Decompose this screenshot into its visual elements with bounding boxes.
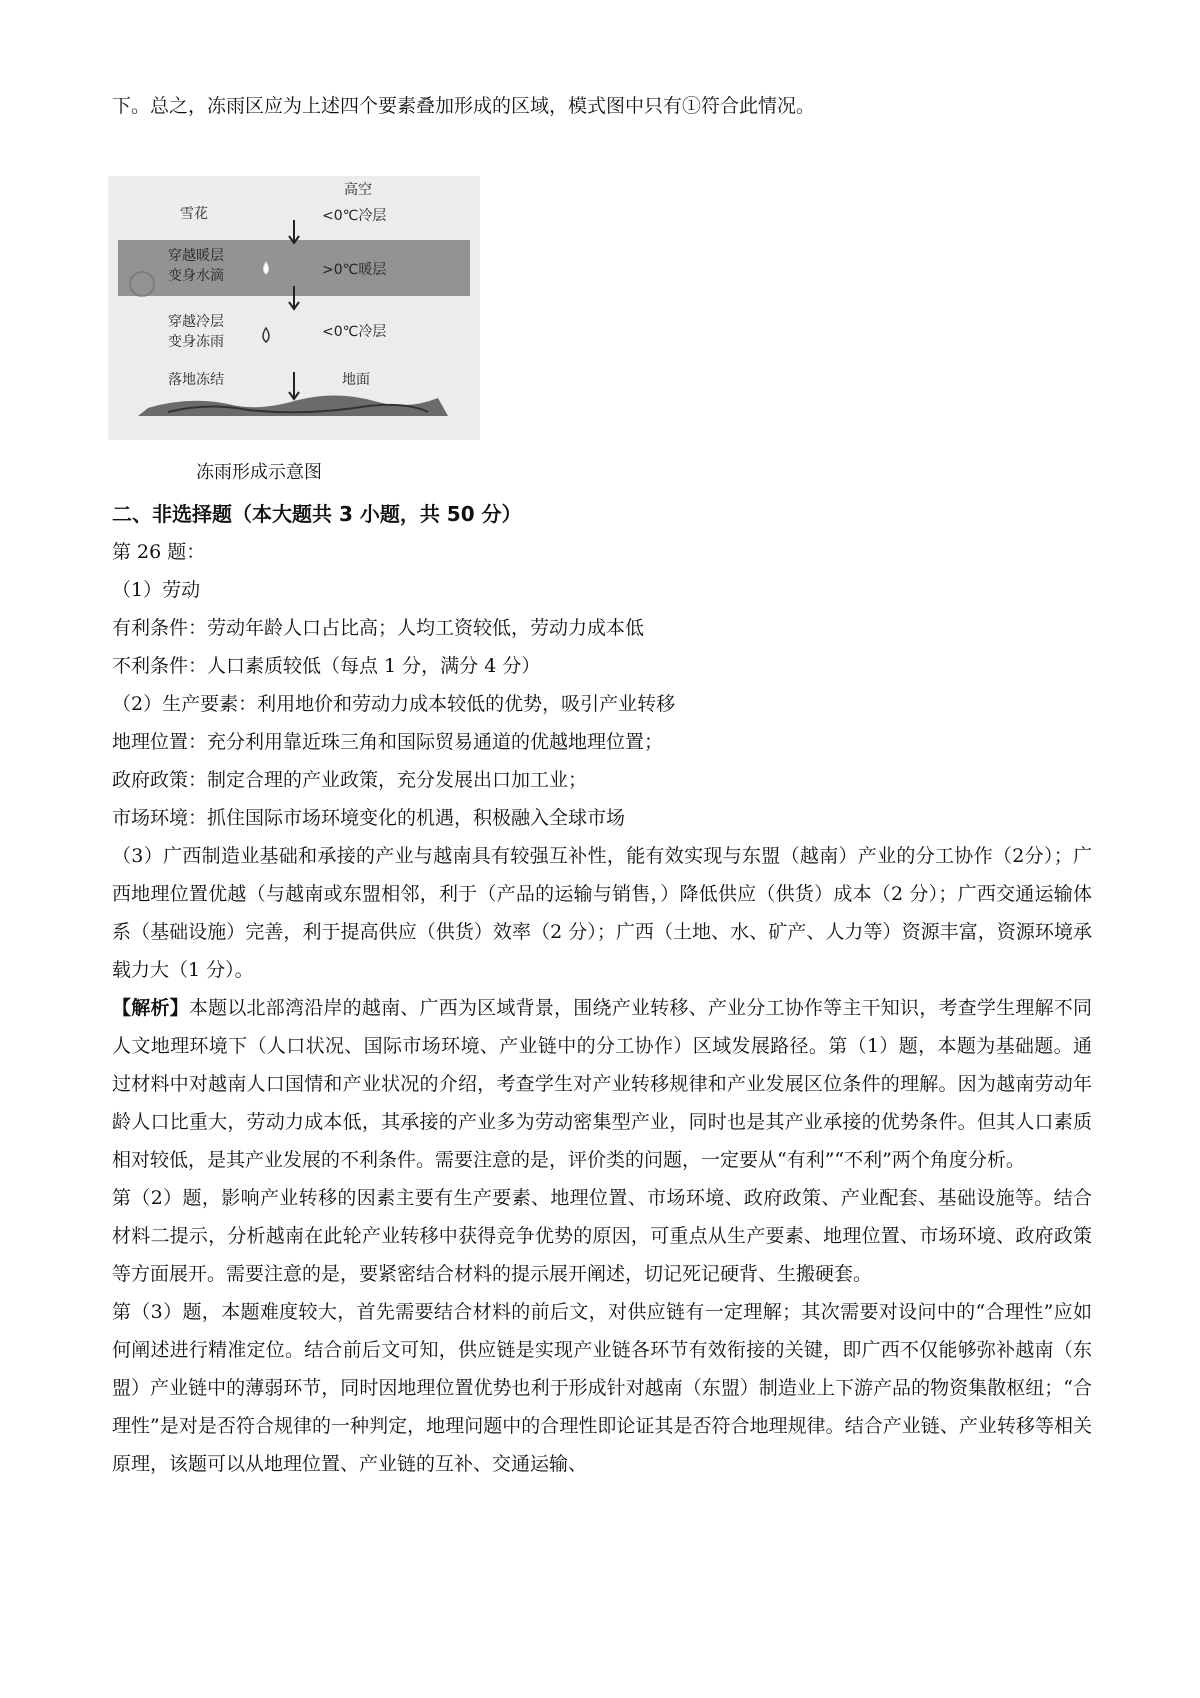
label-cold-cross-1: 穿越冷层 [168,314,224,330]
content-body [112,495,1092,1483]
answer-q2-production: （2）生产要素：利用地价和劳动力成本较低的优势，吸引产业转移 [112,693,676,715]
figure-caption: 冻雨形成示意图 [196,462,322,483]
label-high-altitude: 高空 [344,182,372,198]
answer-q1-favorable: 有利条件：劳动年龄人口占比高；人均工资较低，劳动力成本低 [112,617,645,639]
label-cold-layer-bottom: <0℃冷层 [322,324,387,340]
label-cold-layer-top: <0℃冷层 [322,208,387,224]
answer-q2-market: 市场环境：抓住国际市场环境变化的机遇，积极融入全球市场 [112,807,626,829]
analysis-text-1: 本题以北部湾沿岸的越南、广西为区域背景，围绕产业转移、产业分工协作等主干知识，考查学生理解不同人文地理环境下（人口状况、国际市场环境、产业链中的分工协作）区域发展路径。第（1）题，本题为基础题。通过材料中对越南人口国情和产业状况的介绍，考查学生对产业转移规律和产业发展区位条件的理解。因为越南劳动年龄人口比重大，劳动力成本低，其承接的产业多为劳动密集型产业，同时也是其产业承接的优势条件。但其人口素质相对较低，是其产业发展的不利条件。需要注意的是，评价类的问题，一定要从“有利”“不利”两个角度分析。 [112,997,1092,1171]
analysis-label: 【解析】 [112,997,189,1019]
answer-q2-location: 地理位置：充分利用靠近珠三角和国际贸易通道的优越地理位置； [112,731,664,753]
section-title: 二、非选择题（本大题共 3 小题，共 50 分） [112,502,522,526]
answer-q3: （3）广西制造业基础和承接的产业与越南具有较强互补性，能有效实现与东盟（越南）产业的分工协作（2分）；广西地理位置优越（与越南或东盟相邻，利于（产品的运输与销售，）降低供应（供货）成本（2 分）；广西交通运输体系（基础设施）完善，利于提高供应（供货）效率（2 分）；广西（土地、水、矿产、人力等）资源丰富，资源环境承载力大（1 分）。 [112,845,1092,981]
label-snowflake: 雪花 [180,206,208,222]
answer-q2-policy: 政府政策：制定合理的产业政策，充分发展出口加工业； [112,769,588,791]
analysis-paragraph-3: 第（3）题，本题难度较大，首先需要结合材料的前后文，对供应链有一定理解；其次需要对设问中的“合理性”应如何阐述进行精准定位。结合前后文可知，供应链是实现产业链各环节有效衔接的关键，即广西不仅能够弥补越南（东盟）产业链中的薄弱环节，同时因地理位置优势也利于形成针对越南（东盟）制造业上下游产品的物资集散枢纽；“合理性”是对是否符合规律的一种判定，地理问题中的合理性即论证其是否符合地理规律。结合产业链、产业转移等相关原理，该题可以从地理位置、产业链的互补、交通运输、 [112,1301,1092,1475]
label-cold-cross-2: 变身冻雨 [168,334,224,350]
label-warm-cross-2: 变身水滴 [168,268,224,284]
label-warm-layer: >0℃暖层 [322,262,387,278]
answer-q1-title: （1）劳动 [112,579,201,601]
top-line-text: 下。总之，冻雨区应为上述四个要素叠加形成的区域，模式图中只有①符合此情况。 [112,95,816,117]
analysis-paragraph-2: 第（2）题，影响产业转移的因素主要有生产要素、地理位置、市场环境、政府政策、产业配套、基础设施等。结合材料二提示，分析越南在此轮产业转移中获得竞争优势的原因，可重点从生产要素、地理位置、市场环境、政府政策等方面展开。需要注意的是，要紧密结合材料的提示展开阐述，切记死记硬背、生搬硬套。 [112,1187,1092,1285]
freezing-rain-diagram [108,176,480,440]
label-freeze: 落地冻结 [168,372,224,388]
answer-q1-unfavorable: 不利条件：人口素质较低（每点 1 分，满分 4 分） [112,655,541,677]
question-number: 第 26 题： [112,541,206,563]
analysis-paragraph-1 [112,989,1092,1179]
label-ground: 地面 [342,372,370,388]
label-warm-cross-1: 穿越暖层 [168,248,224,264]
